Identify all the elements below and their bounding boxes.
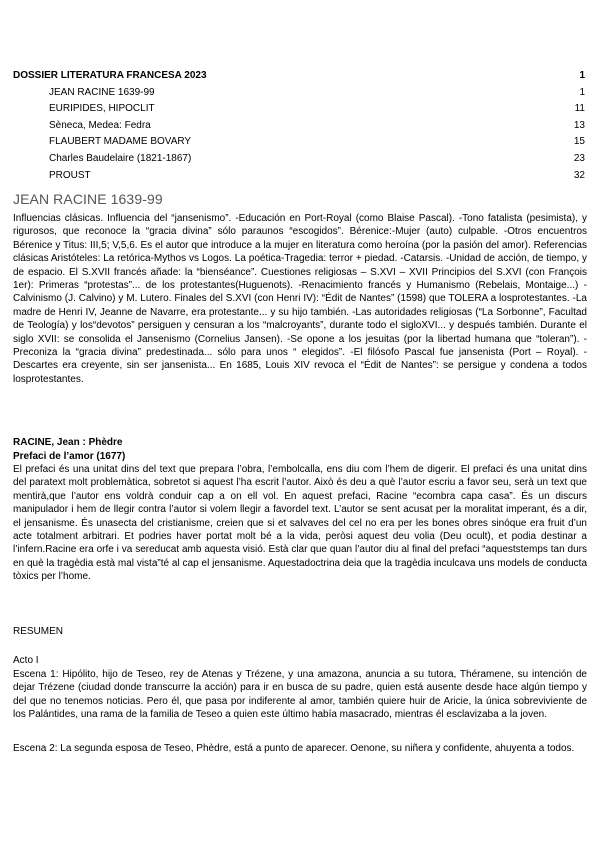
toc-heading-row[interactable] — [13, 68, 585, 85]
toc-entry[interactable] — [13, 151, 585, 168]
toc-entry-label: PROUST — [49, 169, 91, 181]
toc-entry-page: 1 — [579, 86, 585, 98]
toc-entry-label: Charles Baudelaire (1821-1867) — [49, 152, 192, 164]
toc-entry-page: 23 — [573, 152, 585, 164]
prefaci-heading: Prefaci de l’amor (1677) — [13, 451, 126, 462]
toc-entry-page: 13 — [573, 119, 585, 131]
toc-entry[interactable] — [13, 134, 585, 151]
phedre-heading: RACINE, Jean : Phèdre — [13, 437, 123, 448]
toc-entry-label: JEAN RACINE 1639-99 — [49, 86, 155, 98]
toc-entry-page: 32 — [573, 169, 585, 181]
toc-entry-page: 15 — [573, 136, 585, 148]
prefaci-paragraph: El prefaci és una unitat dins del text que prepara l’obra, l’embolcalla, ens diu com l’hem de digerir. El prefaci és una unitat dins del paratext molt problemàtica, sobretot si aquest l’ha escrit l’autor. Això és deu a què l’autor escriu a favor seu, serà un text que mentirà,que l’autor ens voldrà conduir cap a on ell vol. En aquest prefaci, Racine “ecombra capa casa”. És un discurs manipulador i hem de llegir contra l’autor si volem llegir a favordel text. L’autor se sent acusat per la moralitat imperant, és a dir, el jensanisme. És unasecta del cristianisme, creien que si et salvaves del cel no era per les bones obres sinóque era fruit d’un acte totalment arbitrari. Et podries haver portat molt bé a la vida, peròsi aquest deu volia (Deu ocult), et podia destinar a l’infern.Racine era orfe i va sereducat amb aquesta visió. Està clar que quan l’autor diu al final del prefaci “aqueststemps tan durs en què la tragèdia està mal vista”té al cap el jensanisme. Aquestadoctrina deia que la tragèdia inculcava uns models de conducta tòxics per l’home. — [13, 464, 587, 583]
toc-heading: DOSSIER LITERATURA FRANCESA 2023 — [13, 70, 207, 81]
toc-entry[interactable] — [13, 85, 585, 102]
toc-entry-label: FLAUBERT MADAME BOVARY — [49, 136, 192, 148]
toc-entry[interactable] — [13, 118, 585, 135]
scene-1-paragraph: Escena 1: Hipólito, hijo de Teseo, rey de Atenas y Trézene, y una amazona, anuncia a su tutora, Théramene, su intención de dejar Trézene (ciudad donde transcurre la acción) para ir en busca de su padre, quien está ausente desde hace algún tiempo y del que no tenemos noticias. Pero él, que pasa por indiferente al amor, también quiere huir de Aricie, la única sobreviviente de los Palántides, una rama de la familia de Teseo a quien este último había masacrado, mientras él esclavizaba a la joven. — [13, 669, 587, 721]
act-heading: Acto I — [13, 655, 39, 666]
toc-heading-page: 1 — [579, 70, 585, 81]
toc-entry-label: EURIPIDES, HIPOCLIT — [49, 103, 155, 115]
toc-entry-page: 11 — [574, 103, 585, 115]
table-of-contents — [13, 68, 585, 184]
toc-entry[interactable] — [13, 168, 585, 185]
racine-paragraph: Influencias clásicas. Influencia del “jansenismo”. -Educación en Port-Royal (como Blaise Pascal). -Tono fatalista (pesimista), y rigurosos, que reconoce la “gracia divina” sólo paraunos “escogidos”. Bérenice:-Mujer (auto) culpable. -Otros encuentros Bérenice y Titus: III,5; V,5,6. Es el autor que introduce a la mujer en literatura como heroína (por la pasión del amor). Referencias clásicas Aristóteles: La retórica-Mythos vs Logos. La poética-Tragedia: terror + piedad. -Catarsis. -Unidad de acción, de tiempo, y de espacio. El S.XVII francés añade: la “bienséance”. Cuestiones religiosas – S.XVI – XVII Principios del S.XVI (con François 1er): Primeras “protestas”... de los protestantes(Huguenots). -Renacimiento francés y Humanismo (Rebelais, Montaige...) -Calvinismo (J. Calvino) y M. Lutero. Finales del S.XVI (con Henri IV): “Édit de Nantes” (1598) que TOLERA a losprotestantes. -La madre de Henri IV, Jeanne de Navarre, era protestante... y su hijo también. -Las autoridades religiosas (“La Sorbonne”, Facultad de Teología) y los“devotos” persiguen y censuran a los “malcroyants”, durante todo el sigloXVI... y después también. Durante el siglo XVII: se consolida el Jansenismo (Cornelius Jansen). -Se opone a los jesuitas (por la libertad humana que “toleran”). -Preconiza la “gracia divina” predestinada... sólo para unos “ elegidos”. -El filósofo Pascal fue jansenista (Port – Royal). -Descartes era creyente, sin ser jansenista... En 1685, Louis XIV revoca el “Édit de Nantes”: se persigue y condena a todos losprotestantes. — [13, 213, 587, 385]
resumen-heading: RESUMEN — [13, 626, 64, 637]
section-heading-racine: JEAN RACINE 1639-99 — [13, 191, 163, 207]
toc-entry-label: Sèneca, Medea: Fedra — [49, 119, 151, 131]
scene-2-paragraph: Escena 2: La segunda esposa de Teseo, Phèdre, está a punto de aparecer. Oenone, su niñera y confidente, ahuyenta a todos. — [13, 743, 575, 754]
toc-entry[interactable] — [13, 101, 585, 118]
